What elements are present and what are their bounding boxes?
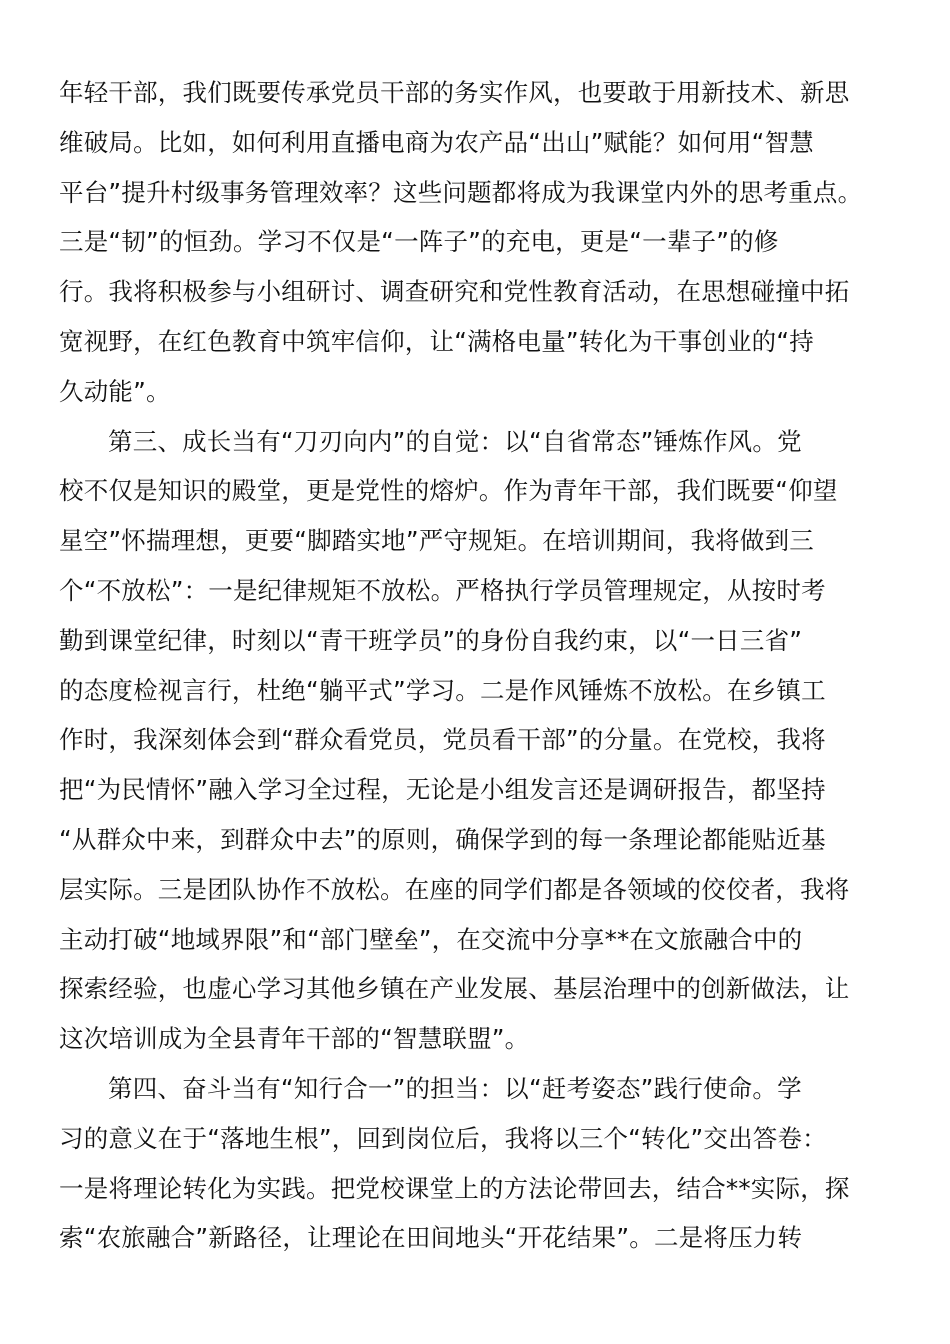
text-line: 探索经验，也虚心学习其他乡镇在产业发展、基层治理中的创新做法，让 (59, 974, 850, 1004)
text-line: 校不仅是知识的殿堂，更是党性的熔炉。作为青年干部，我们既要“仰望 (59, 476, 838, 506)
text-line: 星空”怀揣理想，更要“脚踏实地”严守规矩。在培训期间，我将做到三 (59, 526, 814, 556)
text-line: 个“不放松”：一是纪律规矩不放松。严格执行学员管理规定，从按时考 (59, 575, 826, 605)
paragraph-3-heading-line: 第三、成长当有“刀刃向内”的自觉：以“自省常态”锤炼作风。党 (108, 426, 802, 456)
text-line: 三是“韧”的恒劲。学习不仅是“一阵子”的充电，更是“一辈子”的修 (59, 227, 779, 257)
text-line: 层实际。三是团队协作不放松。在座的同学们都是各领域的佼佼者，我将 (59, 874, 850, 904)
body-text (59, 68, 889, 1263)
text-line: 这次培训成为全县青年干部的“智慧联盟”。 (59, 1024, 530, 1054)
text-line: 主动打破“地域界限”和“部门壁垒”，在交流中分享**在文旅融合中的 (59, 924, 803, 954)
text-line: 久动能”。 (59, 376, 171, 406)
text-line: 宽视野，在红色教育中筑牢信仰，让“满格电量”转化为干事创业的“持 (59, 326, 814, 356)
text-line: 作时，我深刻体会到“群众看党员，党员看干部”的分量。在党校，我将 (59, 725, 826, 755)
text-line: 行。我将积极参与小组研讨、调查研究和党性教育活动，在思想碰撞中拓 (59, 277, 850, 307)
text-line: 把“为民情怀”融入学习全过程，无论是小组发言还是调研报告，都坚持 (59, 775, 826, 805)
text-line: “从群众中来，到群众中去”的原则，确保学到的每一条理论都能贴近基 (59, 824, 826, 854)
text-line: 平台”提升村级事务管理效率？这些问题都将成为我课堂内外的思考重点。 (59, 177, 863, 207)
text-line: 的态度检视言行，杜绝“躺平式”学习。二是作风锤炼不放松。在乡镇工 (59, 675, 826, 705)
text-line: 维破局。比如，如何利用直播电商为农产品“出山”赋能？如何用“智慧 (59, 127, 814, 157)
text-line: 习的意义在于“落地生根”，回到岗位后，我将以三个“转化”交出答卷： (59, 1123, 827, 1153)
paragraph-4-heading-line: 第四、奋斗当有“知行合一”的担当：以“赶考姿态”践行使命。学 (108, 1073, 802, 1103)
text-line: 年轻干部，我们既要传承党员干部的务实作风，也要敢于用新技术、新思 (59, 78, 850, 107)
text-line: 勤到课堂纪律，时刻以“青干班学员”的身份自我约束，以“一日三省” (59, 625, 803, 655)
text-line: 索“农旅融合”新路径，让理论在田间地头“开花结果”。二是将压力转 (59, 1223, 803, 1253)
text-line: 一是将理论转化为实践。把党校课堂上的方法论带回去，结合**实际，探 (59, 1173, 850, 1203)
